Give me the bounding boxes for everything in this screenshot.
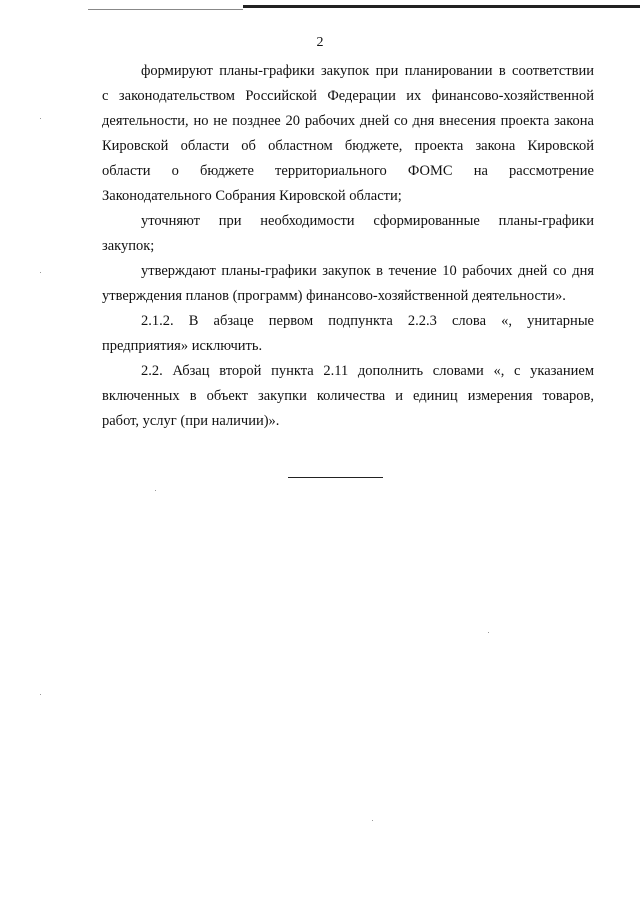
scan-speck <box>488 632 489 633</box>
top-border-thick <box>243 5 640 8</box>
scan-speck <box>40 694 41 695</box>
document-body <box>102 59 594 434</box>
paragraph-line: с законодательством Российской Федерации их финансово-хозяйственной <box>102 88 594 104</box>
scan-speck <box>40 118 41 119</box>
scan-speck <box>155 490 156 491</box>
scan-speck <box>40 272 41 273</box>
paragraph-line: включенных в объект закупки количества и единиц измерения товаров, <box>102 388 594 404</box>
paragraph-line: деятельности, но не позднее 20 рабочих дней со дня внесения проекта закона <box>102 113 594 129</box>
top-border-thin <box>88 9 243 10</box>
paragraph-line: формируют планы-графики закупок при планировании в соответствии <box>141 63 594 79</box>
paragraph-line: 2.1.2. В абзаце первом подпункта 2.2.3 слова «, унитарные <box>141 313 594 329</box>
page-number: 2 <box>316 35 324 50</box>
paragraph-line: 2.2. Абзац второй пункта 2.11 дополнить словами «, с указанием <box>141 363 594 379</box>
paragraph-line: уточняют при необходимости сформированные планы-графики <box>141 213 594 229</box>
paragraph-line: работ, услуг (при наличии)». <box>102 413 280 429</box>
paragraph-line: Кировской области об областном бюджете, проекта закона Кировской <box>102 138 594 154</box>
paragraph-line: утверждают планы-графики закупок в течение 10 рабочих дней со дня <box>141 263 594 279</box>
paragraph-line: предприятия» исключить. <box>102 338 263 354</box>
paragraph-line: закупок; <box>102 238 155 254</box>
paragraph-line: утверждения планов (программ) финансово-хозяйственной деятельности». <box>102 288 566 304</box>
closing-rule <box>288 477 383 478</box>
paragraph-line: области о бюджете территориального ФОМС на рассмотрение <box>102 163 594 179</box>
scan-speck <box>372 820 373 821</box>
paragraph-line: Законодательного Собрания Кировской области; <box>102 188 402 204</box>
